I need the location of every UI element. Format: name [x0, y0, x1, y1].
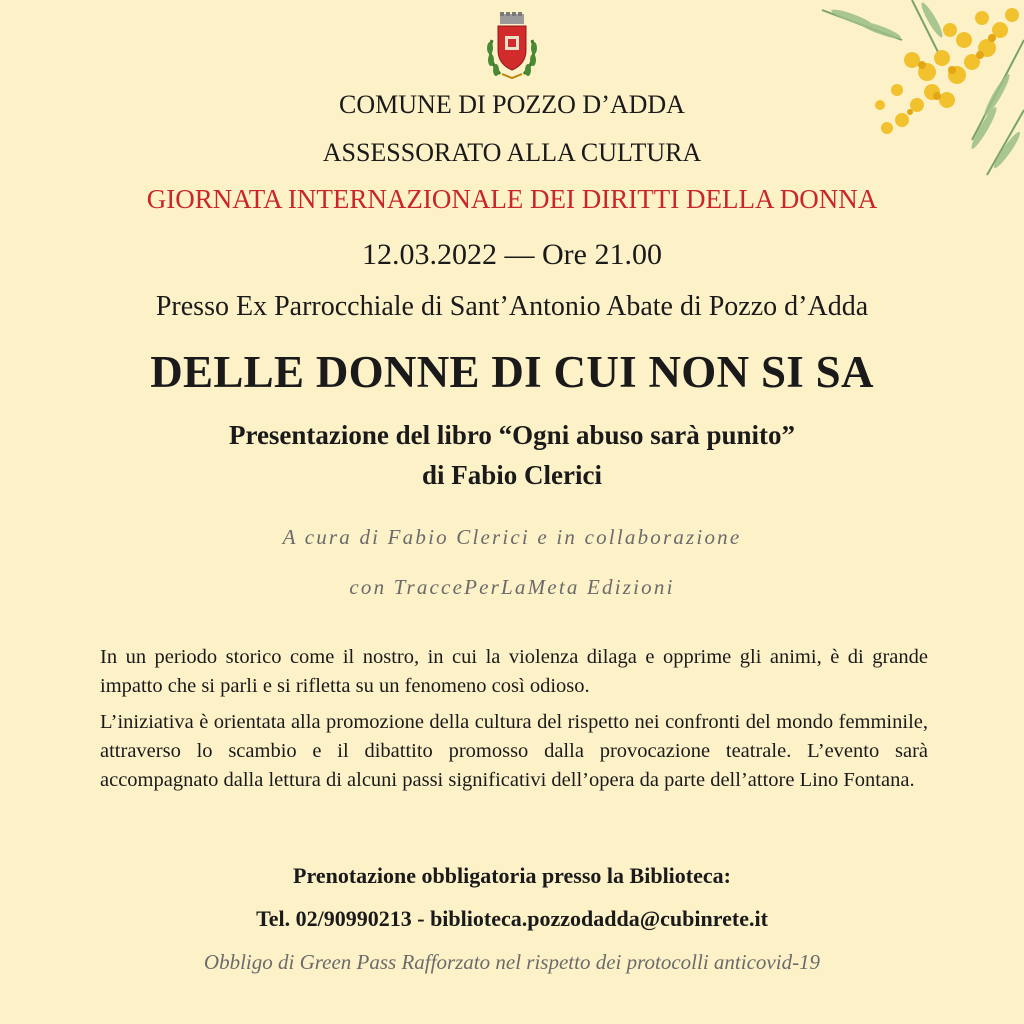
comune-heading: COMUNE DI POZZO D’ADDA — [339, 90, 685, 119]
giornata-heading: GIORNATA INTERNAZIONALE DEI DIRITTI DELLA DONNA — [146, 184, 878, 214]
coat-of-arms-icon — [478, 10, 546, 82]
assessorato-heading: ASSESSORATO ALLA CULTURA — [322, 138, 702, 167]
description-paragraph-1: In un periodo storico come il nostro, in cui la violenza dilaga e opprime gli animi, è di grande impatto che si parli e si rifletta su un fenomeno così odioso. — [100, 646, 928, 697]
book-author: di Fabio Clerici — [422, 460, 602, 490]
description-paragraph-2: L’iniziativa è orientata alla promozione della cultura del rispetto nei confronti del mondo femminile, attraverso lo scambio e il dibattito promosso dalla provocazione teatrale. L’evento sarà accompagnato dalla lettura di alcuni passi significativi dell’opera da parte dell’attore Lino Fontana. — [100, 711, 928, 791]
event-location: Presso Ex Parrocchiale di Sant’Antonio Abate di Pozzo d’Adda — [155, 291, 869, 322]
event-date-time: 12.03.2022 — Ore 21.00 — [362, 238, 662, 271]
green-pass-notice: Obbligo di Green Pass Rafforzato nel rispetto dei protocolli anticovid-19 — [203, 950, 821, 974]
event-title: DELLE DONNE DI CUI NON SI SA — [150, 347, 874, 397]
publisher-line: con TraccePerLaMeta Edizioni — [349, 575, 675, 599]
booking-notice: Prenotazione obbligatoria presso la Biblioteca: — [293, 863, 731, 888]
contact-info: Tel. 02/90990213 - biblioteca.pozzodadda@cubinrete.it — [256, 906, 768, 931]
book-presentation: Presentazione del libro “Ogni abuso sarà punito” — [228, 420, 796, 450]
curated-by-line: A cura di Fabio Clerici e in collaborazione — [282, 525, 742, 549]
